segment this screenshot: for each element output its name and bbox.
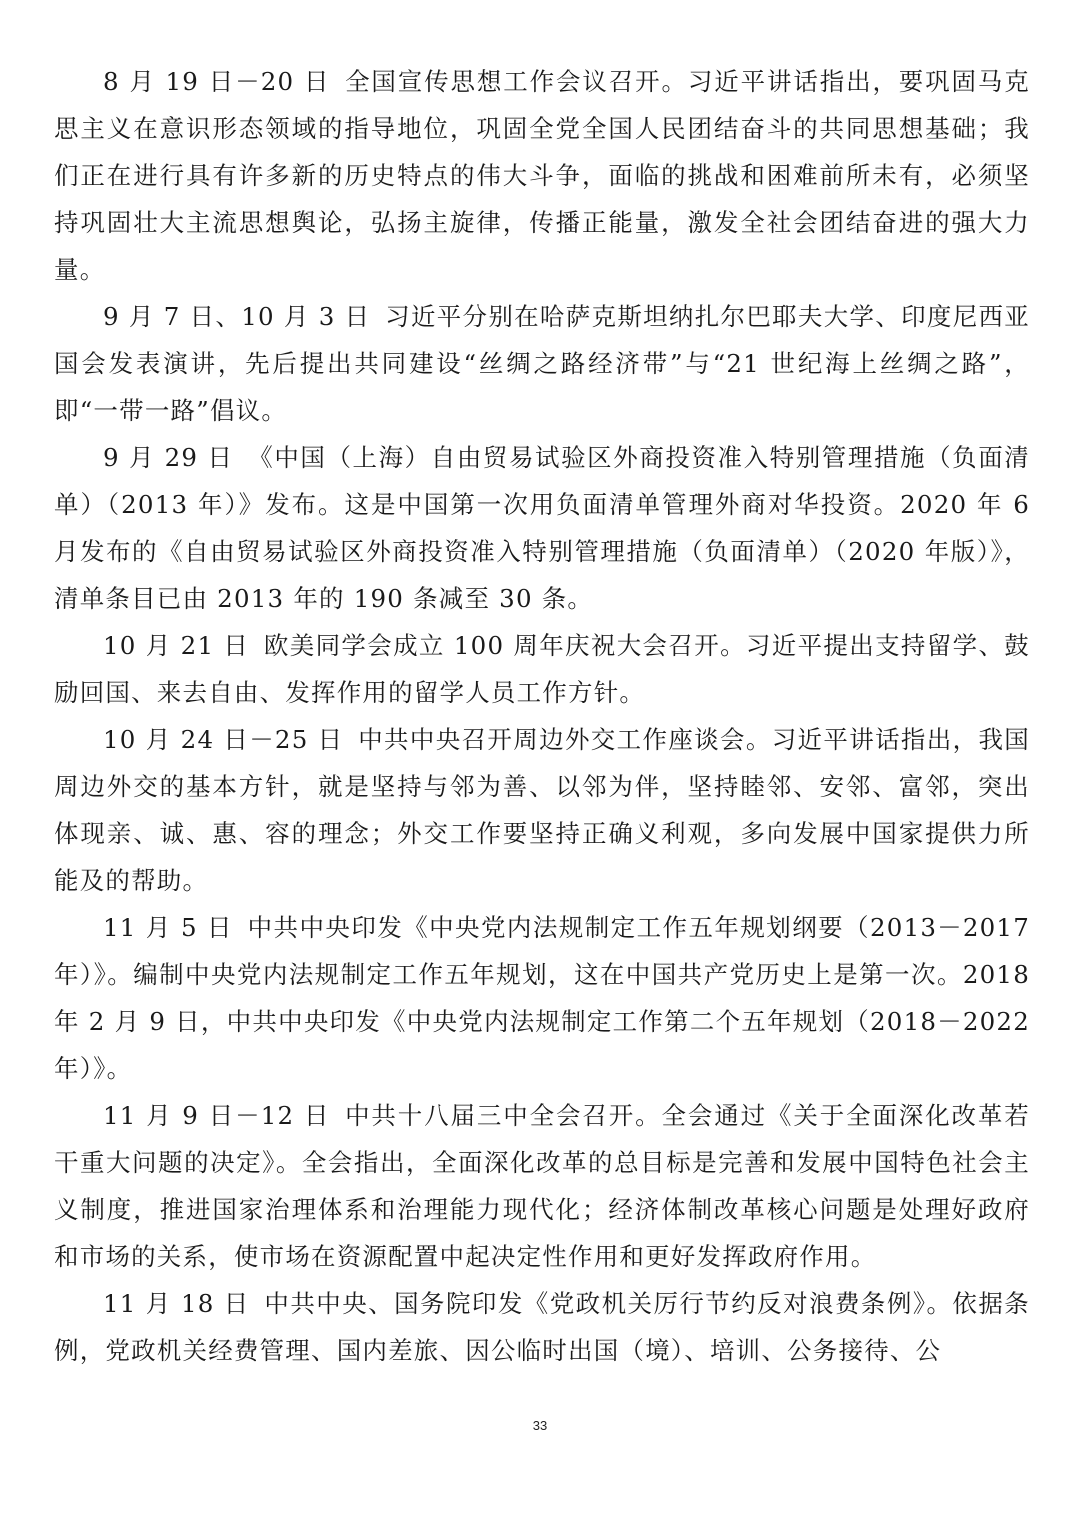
entry-date: 11 月 5 日 [103,913,233,942]
entry-text: 中共中央、国务院印发《党政机关厉行节约反对浪费条例》。依据条例，党政机关经费管理、国内差旅、因公临时出国（境）、培训、公务接待、公 [54,1289,1031,1365]
document-body [54,58,1030,1374]
entry-date: 8 月 19 日－20 日 [103,67,331,96]
chronicle-entry-sep-7 [54,293,1030,434]
chronicle-entry-nov-18 [54,1280,1030,1374]
entry-text: 欧美同学会成立 100 周年庆祝大会召开。习近平提出支持留学、鼓励回国、来去自由、发挥作用的留学人员工作方针。 [54,631,1030,707]
entry-date: 11 月 18 日 [103,1289,250,1318]
entry-text: 中共中央印发《中央党内法规制定工作五年规划纲要（2013－2017 年）》。编制中央党内法规制定工作五年规划，这在中国共产党历史上是第一次。2018 年 2 月 9 日，中共中央印发《中央党内法规制定工作第二个五年规划（2018－2022 年）》。 [54,913,1030,1083]
chronicle-entry-sep-29 [54,434,1030,622]
entry-date: 10 月 24 日－25 日 [103,725,344,754]
page-number: 33 [532,1418,548,1433]
entry-date: 9 月 29 日 [103,443,234,472]
entry-date: 10 月 21 日 [103,631,250,660]
chronicle-entry-nov-9 [54,1092,1030,1280]
chronicle-entry-nov-5 [54,904,1030,1092]
entry-date: 11 月 9 日－12 日 [103,1101,331,1130]
entry-text: 全国宣传思想工作会议召开。习近平讲话指出，要巩固马克思主义在意识形态领域的指导地位，巩固全党全国人民团结奋斗的共同思想基础；我们正在进行具有许多新的历史特点的伟大斗争，面临的挑战和困难前所未有，必须坚持巩固壮大主流思想舆论，弘扬主旋律，传播正能量，激发全社会团结奋进的强大力量。 [54,67,1030,284]
chronicle-entry-aug-19 [54,58,1030,293]
entry-text: 中共中央召开周边外交工作座谈会。习近平讲话指出，我国周边外交的基本方针，就是坚持与邻为善、以邻为伴，坚持睦邻、安邻、富邻，突出体现亲、诚、惠、容的理念；外交工作要坚持正确义利观，多向发展中国家提供力所能及的帮助。 [54,725,1030,895]
chronicle-entry-oct-24 [54,716,1030,904]
entry-text: 习近平分别在哈萨克斯坦纳扎尔巴耶夫大学、印度尼西亚国会发表演讲，先后提出共同建设“丝绸之路经济带”与“21 世纪海上丝绸之路”，即“一带一路”倡议。 [54,302,1030,425]
entry-text: 中共十八届三中全会召开。全会通过《关于全面深化改革若干重大问题的决定》。全会指出，全面深化改革的总目标是完善和发展中国特色社会主义制度，推进国家治理体系和治理能力现代化；经济体制改革核心问题是处理好政府和市场的关系，使市场在资源配置中起决定性作用和更好发挥政府作用。 [54,1101,1030,1271]
entry-date: 9 月 7 日、10 月 3 日 [103,302,371,331]
entry-text: 《中国（上海）自由贸易试验区外商投资准入特别管理措施（负面清单）（2013 年）》发布。这是中国第一次用负面清单管理外商对华投资。2020 年 6 月发布的《自由贸易试验区外商投资准入特别管理措施（负面清单）（2020 年版）》，清单条目已由 2013 年的 190 条减至 30 条。 [54,443,1030,613]
chronicle-entry-oct-21 [54,622,1030,716]
